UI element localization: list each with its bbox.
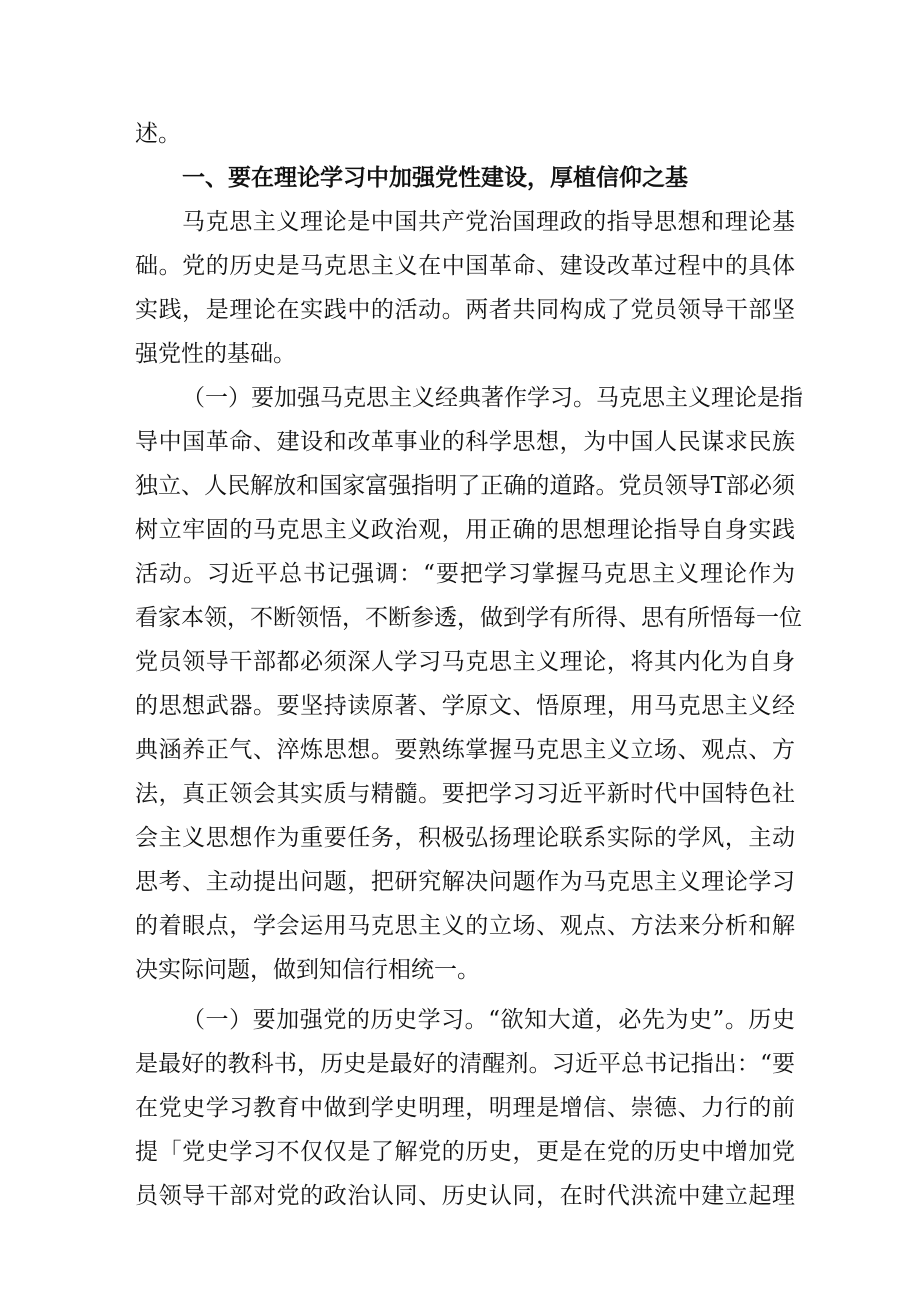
paragraph-line: 树立牢固的马克思主义政治观，用正确的思想理论指导自身实践 [135, 517, 795, 543]
paragraph-line: 员领导干部对党的政治认同、历史认同，在时代洪流中建立起理 [135, 1183, 795, 1209]
paragraph-line: 独立、人民解放和国家富强指明了正确的道路。党员领导T部必须 [135, 473, 795, 499]
paragraph-line: 础。党的历史是马克思主义在中国革命、建设改革过程中的具体 [135, 253, 795, 279]
continuation-line: 述。 [135, 121, 181, 147]
paragraph-line: 思考、主动提出问题，把研究解决问题作为马克思主义理论学习 [135, 869, 795, 895]
paragraph-line: 党员领导干部都必须深人学习马克思主义理论，将其内化为自身 [135, 649, 795, 675]
paragraph-line: 会主义思想作为重要任务，积极弘扬理论联系实际的学风，主动 [135, 825, 795, 851]
paragraph-line: 是最好的教科书，历史是最好的清醒剂。习近平总书记指出：“要 [135, 1051, 795, 1077]
paragraph-line: 的着眼点，学会运用马克思主义的立场、观点、方法来分析和解 [135, 913, 795, 939]
paragraph-line: 马克思主义理论是中国共产党治国理政的指导思想和理论基 [182, 209, 795, 235]
paragraph-line: 提「党史学习不仅仅是了解党的历史，更是在党的历史中增加党 [135, 1139, 795, 1165]
section-heading: 一、要在理论学习中加强党性建设，厚植信仰之基 [182, 165, 688, 191]
paragraph-line: 决实际问题，做到知信行相统一。 [135, 957, 480, 983]
paragraph-line: 典涵养正气、淬炼思想。要熟练掌握马克思主义立场、观点、方 [135, 737, 795, 763]
paragraph-line: 实践，是理论在实践中的活动。两者共同构成了党员领导干部坚 [135, 297, 795, 323]
paragraph-line: 活动。习近平总书记强调：“要把学习掌握马克思主义理论作为 [135, 561, 795, 587]
paragraph-line: （一）要加强党的历史学习。“欲知大道，必先为史”。历史 [182, 1007, 795, 1033]
paragraph-line: 强党性的基础。 [135, 341, 296, 367]
paragraph-line: 在党史学习教育中做到学史明理，明理是增信、崇德、力行的前 [135, 1095, 795, 1121]
paragraph-line: 导中国革命、建设和改革事业的科学思想，为中国人民谋求民族 [135, 429, 795, 455]
paragraph-line: 看家本领，不断领悟，不断参透，做到学有所得、思有所悟每一位 [135, 605, 802, 631]
paragraph-line: 的思想武器。要坚持读原著、学原文、悟原理，用马克思主义经 [135, 693, 795, 719]
paragraph-line: 法，真正领会其实质与精髓。要把学习习近平新时代中国特色社 [135, 781, 795, 807]
paragraph-line: （一）要加强马克思主义经典著作学习。马克思主义理论是指 [182, 385, 803, 411]
